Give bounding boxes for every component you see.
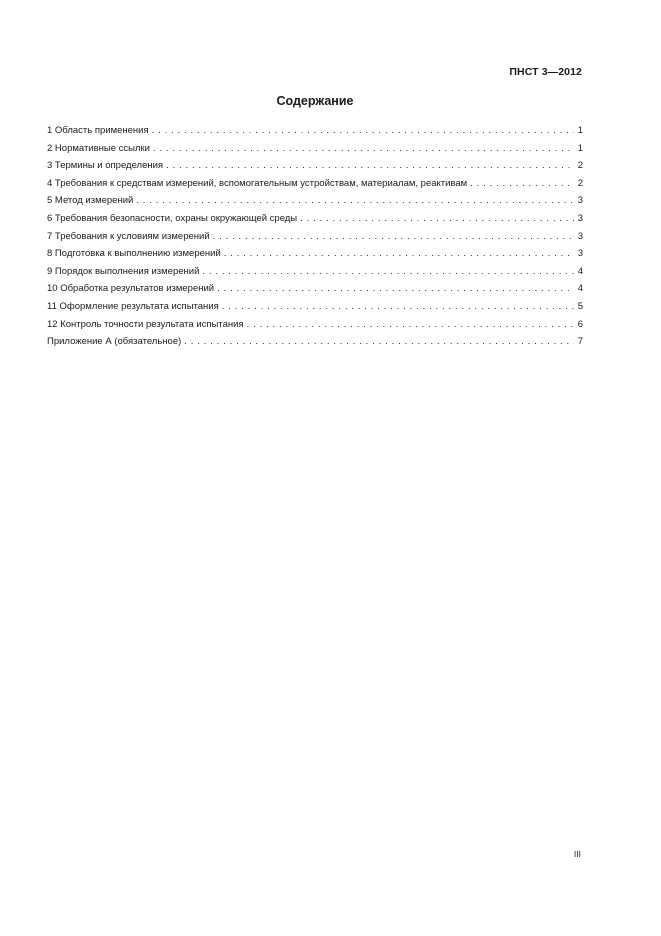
toc-entry-title: 4 Требования к средствам измерений, вспомогательным устройствам, материалам, реактивам [47,177,468,189]
toc-entry-title: 6 Требования безопасности, охраны окружающей среды [47,212,298,224]
toc-entry[interactable] [47,140,583,158]
toc-entry-page: 2 [577,177,583,189]
table-of-contents [47,122,583,351]
toc-dot-leader [136,192,574,210]
toc-entry-title: 10 Обработка результатов измерений [47,283,215,295]
toc-entry-title: 2 Нормативные ссылки [47,142,150,154]
toc-entry-title: 7 Требования к условиям измерений [47,230,210,242]
toc-entry[interactable] [47,316,583,334]
toc-entry-page: 3 [577,248,583,260]
toc-dot-leader [247,316,574,334]
toc-entry-title: 3 Термины и определения [47,160,164,172]
toc-entry-title: 5 Метод измерений [47,195,134,207]
toc-entry-title: 12 Контроль точности результата испытания [47,318,244,330]
toc-dot-leader [153,140,574,158]
toc-dot-leader [222,298,574,316]
toc-dot-leader [184,333,574,351]
toc-entry-title: 9 Порядок выполнения измерений [47,265,200,277]
toc-dot-leader [217,280,574,298]
toc-entry-page: 1 [577,142,583,154]
toc-entry-title: 8 Подготовка к выполнению измерений [47,248,221,260]
page-number: III [573,849,581,859]
toc-entry-page: 1 [577,125,583,136]
toc-entry[interactable] [47,175,583,193]
toc-entry-title: Приложение А (обязательное) [47,336,182,348]
toc-dot-leader [224,245,574,263]
toc-entry[interactable] [47,298,583,316]
toc-entry-page: 6 [577,318,583,330]
toc-entry-title: 1 Область применения [47,125,149,136]
toc-entry-page: 7 [577,336,583,348]
toc-dot-leader [202,263,574,281]
toc-entry-page: 4 [577,283,583,295]
toc-entry[interactable] [47,245,583,263]
toc-entry[interactable] [47,228,583,246]
document-code: ПНСТ 3—2012 [509,66,582,78]
toc-entry[interactable] [47,157,583,175]
toc-entry-page: 4 [577,265,583,277]
toc-entry[interactable] [47,280,583,298]
toc-entry-page: 3 [577,230,583,242]
toc-entry[interactable] [47,122,583,140]
toc-dot-leader [152,122,574,140]
toc-entry-page: 3 [577,212,583,224]
toc-entry[interactable] [47,210,583,228]
toc-entry-page: 5 [577,300,583,312]
toc-entry[interactable] [47,333,583,351]
toc-entry-page: 3 [577,195,583,207]
toc-dot-leader [300,210,574,228]
toc-entry-page: 2 [577,160,583,172]
toc-dot-leader [470,175,574,193]
toc-entry[interactable] [47,263,583,281]
toc-title: Содержание [276,94,354,108]
toc-dot-leader [213,228,574,246]
toc-dot-leader [166,157,574,175]
toc-entry[interactable] [47,192,583,210]
toc-entry-title: 11 Оформление результата испытания [47,300,219,312]
